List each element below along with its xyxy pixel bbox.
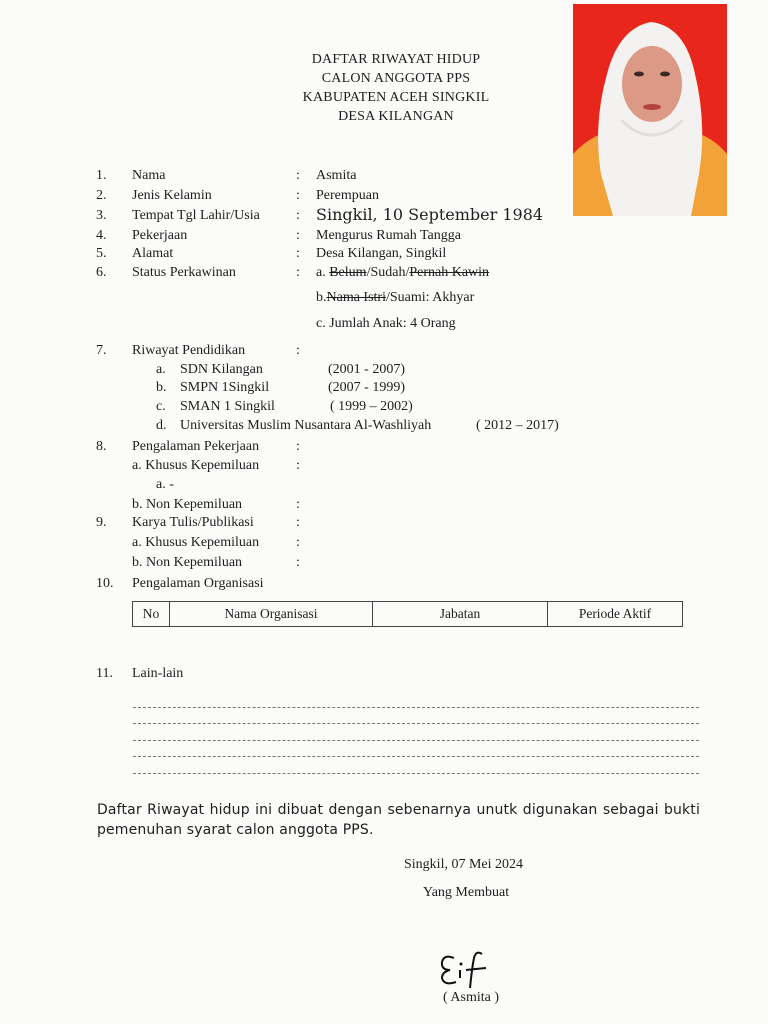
colon: : [296,458,300,473]
work-non-election: b. Non Kepemiluan [132,497,243,512]
field-label-name: Nama [132,168,166,183]
dotted-line [133,773,699,774]
writing-label: Karya Tulis/Publikasi [132,515,254,530]
table-header-cell: Jabatan [373,602,548,627]
field-label-occupation: Pekerjaan [132,228,188,243]
writing-election: a. Khusus Kepemiluan [132,535,260,550]
work-label: Pengalaman Pekerjaan [132,439,260,454]
education-school: SMPN 1Singkil [180,380,270,395]
place-date: Singkil, 07 Mei 2024 [404,857,524,872]
education-letter: c. [156,399,166,414]
field-value-name: Asmita [316,168,357,183]
marital-children: c. Jumlah Anak: 4 Orang [316,316,456,331]
field-number: 11. [96,666,113,681]
signer-name: ( Asmita ) [443,990,499,1005]
work-election-item: a. - [156,477,174,492]
education-years: (2007 - 1999) [328,380,405,395]
field-label-address: Alamat [132,246,174,261]
title-line-1: DAFTAR RIWAYAT HIDUP [311,52,481,67]
org-label: Pengalaman Organisasi [132,576,264,591]
field-value-address: Desa Kilangan, Singkil [316,246,447,261]
field-number: 5. [96,246,107,261]
education-years: ( 2012 – 2017) [476,418,559,433]
field-label-gender: Jenis Kelamin [132,188,212,203]
table-header-cell: Periode Aktif [548,602,683,627]
marital-status-a: a. Belum/Sudah/Pernah Kawin [316,265,490,280]
colon: : [296,246,300,261]
education-school: SDN Kilangan [180,362,263,377]
colon: : [296,343,300,358]
colon: : [296,168,300,183]
field-number: 7. [96,343,107,358]
field-number: 3. [96,208,107,223]
education-years: (2001 - 2007) [328,362,405,377]
colon: : [296,439,300,454]
field-number: 10. [96,576,114,591]
dotted-line [133,723,699,724]
colon: : [296,188,300,203]
field-value-birth: Singkil, 10 September 1984 [316,205,544,224]
title-line-4: DESA KILANGAN [338,109,454,124]
colon: : [296,535,300,550]
education-years: ( 1999 – 2002) [330,399,413,414]
education-letter: b. [156,380,167,395]
colon: : [296,208,300,223]
education-school: SMAN 1 Singkil [180,399,275,414]
education-school: Universitas Muslim Nusantara Al-Washliyah [180,418,432,433]
dotted-line [133,740,699,741]
field-number: 6. [96,265,107,280]
field-number: 8. [96,439,107,454]
colon: : [296,515,300,530]
table-header-row [133,602,683,627]
colon: : [296,497,300,512]
field-value-occupation: Mengurus Rumah Tangga [316,228,461,243]
title-line-3: KABUPATEN ACEH SINGKIL [302,90,490,105]
signature-scribble [436,948,496,992]
title-line-2: CALON ANGGOTA PPS [321,71,471,86]
colon: : [296,555,300,570]
maker-label: Yang Membuat [423,885,510,900]
field-number: 4. [96,228,107,243]
colon: : [296,265,300,280]
field-number: 2. [96,188,107,203]
table-header-cell: Nama Organisasi [170,602,373,627]
work-election: a. Khusus Kepemiluan [132,458,260,473]
field-label-marital: Status Perkawinan [132,265,236,280]
dotted-line [133,756,699,757]
field-value-gender: Perempuan [316,188,379,203]
portrait-illustration [573,4,727,216]
other-label: Lain-lain [132,666,184,681]
colon: : [296,228,300,243]
statement-paragraph: Daftar Riwayat hidup ini dibuat dengan sebenarnya unutk digunakan sebagai bukti pemenuhan syarat calon anggota PPS. [97,802,700,838]
education-letter: a. [156,362,166,377]
dotted-line [133,707,699,708]
field-label-birth: Tempat Tgl Lahir/Usia [132,208,260,223]
organization-table [132,601,683,627]
education-letter: d. [156,418,167,433]
profile-photo [573,4,727,216]
marital-spouse: b.Nama Istri/Suami: Akhyar [316,290,475,305]
writing-non-election: b. Non Kepemiluan [132,555,243,570]
field-number: 1. [96,168,107,183]
table-header-cell: No [133,602,170,627]
field-number: 9. [96,515,107,530]
education-label: Riwayat Pendidikan [132,343,246,358]
